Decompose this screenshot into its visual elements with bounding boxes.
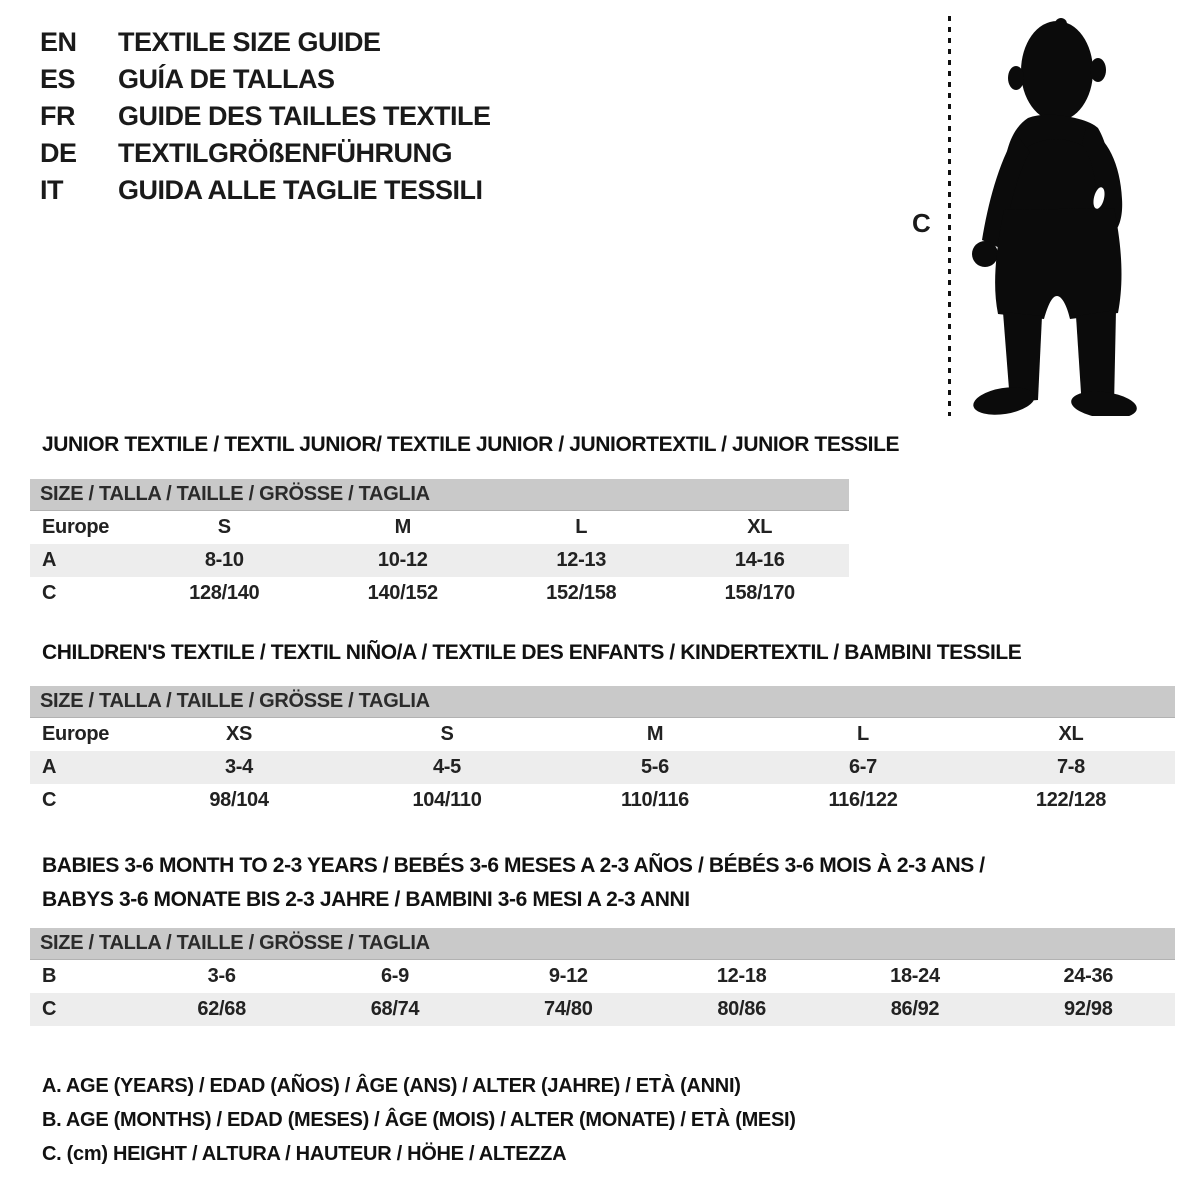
- language-row-es: [40, 61, 491, 98]
- language-code: ES: [40, 64, 76, 94]
- cell: L: [857, 723, 869, 745]
- legend: [42, 1069, 796, 1171]
- language-label: GUÍA DE TALLAS: [118, 64, 335, 94]
- row-label: C: [42, 998, 57, 1020]
- babies-title-line1: BABIES 3-6 MONTH TO 2-3 YEARS / BEBÉS 3-6 MESES A 2-3 AÑOS / BÉBÉS 3-6 MOIS À 2-3 ANS /: [42, 854, 985, 877]
- language-code: IT: [40, 175, 63, 205]
- table-row: [30, 784, 1175, 817]
- cell: 74/80: [544, 998, 593, 1020]
- junior-section-title: JUNIOR TEXTILE / TEXTIL JUNIOR/ TEXTILE JUNIOR / JUNIORTEXTIL / JUNIOR TESSILE: [42, 433, 900, 456]
- cell: 12-13: [556, 549, 607, 571]
- cell: 116/122: [828, 789, 898, 811]
- cell: XL: [747, 516, 773, 538]
- language-row-de: [40, 135, 491, 172]
- dashed-height-line: [948, 16, 951, 416]
- cell: 98/104: [209, 789, 269, 811]
- row-label: C: [42, 789, 57, 811]
- cell: 140/152: [367, 582, 438, 604]
- babies-section-title: [42, 849, 985, 917]
- cell: 158/170: [724, 582, 795, 604]
- table-row: [30, 577, 849, 610]
- cell: 62/68: [197, 998, 246, 1020]
- cell: 10-12: [377, 549, 428, 571]
- row-label: B: [42, 965, 57, 987]
- cell: 92/98: [1064, 998, 1113, 1020]
- language-label: TEXTILE SIZE GUIDE: [118, 27, 381, 57]
- cell: 128/140: [189, 582, 260, 604]
- table-row: [30, 960, 1175, 993]
- cell: 4-5: [432, 756, 461, 778]
- cell: 18-24: [890, 965, 940, 987]
- children-size-table: [30, 686, 1175, 817]
- cell: M: [394, 516, 411, 538]
- children-size-header-bar: SIZE / TALLA / TAILLE / GRÖSSE / TAGLIA: [30, 686, 1175, 718]
- language-code: DE: [40, 138, 77, 168]
- cell: 152/158: [546, 582, 617, 604]
- cell: 104/110: [412, 789, 482, 811]
- cell: 86/92: [890, 998, 940, 1020]
- cell: 68/74: [370, 998, 420, 1020]
- cell: S: [217, 516, 231, 538]
- junior-size-table: [30, 479, 849, 610]
- row-label: Europe: [42, 516, 110, 538]
- legend-line-c: C. (cm) HEIGHT / ALTURA / HAUTEUR / HÖHE / ALTEZZA: [42, 1143, 567, 1165]
- cell: 6-9: [380, 965, 409, 987]
- row-label: A: [42, 549, 57, 571]
- language-list: [40, 24, 491, 209]
- cell: S: [440, 723, 454, 745]
- babies-title-line2: BABYS 3-6 MONATE BIS 2-3 JAHRE / BAMBINI 3-6 MESI A 2-3 ANNI: [42, 888, 690, 911]
- language-label: GUIDA ALLE TAGLIE TESSILI: [118, 175, 483, 205]
- table-row: [30, 751, 1175, 784]
- cell: 3-6: [207, 965, 236, 987]
- table-row: [30, 993, 1175, 1026]
- cell: M: [646, 723, 664, 745]
- cell: 110/116: [621, 789, 689, 811]
- children-section-title: CHILDREN'S TEXTILE / TEXTIL NIÑO/A / TEXTILE DES ENFANTS / KINDERTEXTIL / BAMBINI TESSILE: [42, 641, 1022, 664]
- cell: XL: [1058, 723, 1084, 745]
- row-label: A: [42, 756, 57, 778]
- language-row-it: [40, 172, 491, 209]
- cell: 7-8: [1056, 756, 1085, 778]
- language-label: GUIDE DES TAILLES TEXTILE: [118, 101, 491, 131]
- cell: 9-12: [548, 965, 588, 987]
- cell: 5-6: [640, 756, 669, 778]
- height-measure-label: C: [912, 208, 931, 238]
- language-code: EN: [40, 27, 77, 57]
- cell: 80/86: [717, 998, 766, 1020]
- cell: 24-36: [1063, 965, 1114, 987]
- language-label: TEXTILGRÖßENFÜHRUNG: [118, 138, 452, 168]
- row-label: C: [42, 582, 57, 604]
- baby-silhouette-icon: [968, 14, 1140, 416]
- cell: 6-7: [848, 756, 877, 778]
- babies-size-table: [30, 928, 1175, 1026]
- cell: XS: [225, 723, 253, 745]
- table-row: [30, 718, 1175, 751]
- cell: 8-10: [204, 549, 244, 571]
- cell: 122/128: [1035, 789, 1107, 811]
- language-row-fr: [40, 98, 491, 135]
- language-row-en: [40, 24, 491, 61]
- language-code: FR: [40, 101, 75, 131]
- cell: L: [575, 516, 588, 538]
- table-row: [30, 544, 849, 577]
- legend-line-a: A. AGE (YEARS) / EDAD (AÑOS) / ÂGE (ANS) / ALTER (JAHRE) / ETÀ (ANNI): [42, 1075, 741, 1097]
- legend-line-b: B. AGE (MONTHS) / EDAD (MESES) / ÂGE (MOIS) / ALTER (MONATE) / ETÀ (MESI): [42, 1109, 796, 1131]
- babies-size-header-bar: SIZE / TALLA / TAILLE / GRÖSSE / TAGLIA: [30, 928, 1175, 960]
- cell: 14-16: [734, 549, 785, 571]
- table-row: [30, 511, 849, 544]
- cell: 3-4: [224, 756, 253, 778]
- cell: 12-18: [716, 965, 767, 987]
- row-label: Europe: [42, 723, 110, 745]
- junior-size-header-bar: SIZE / TALLA / TAILLE / GRÖSSE / TAGLIA: [30, 479, 849, 511]
